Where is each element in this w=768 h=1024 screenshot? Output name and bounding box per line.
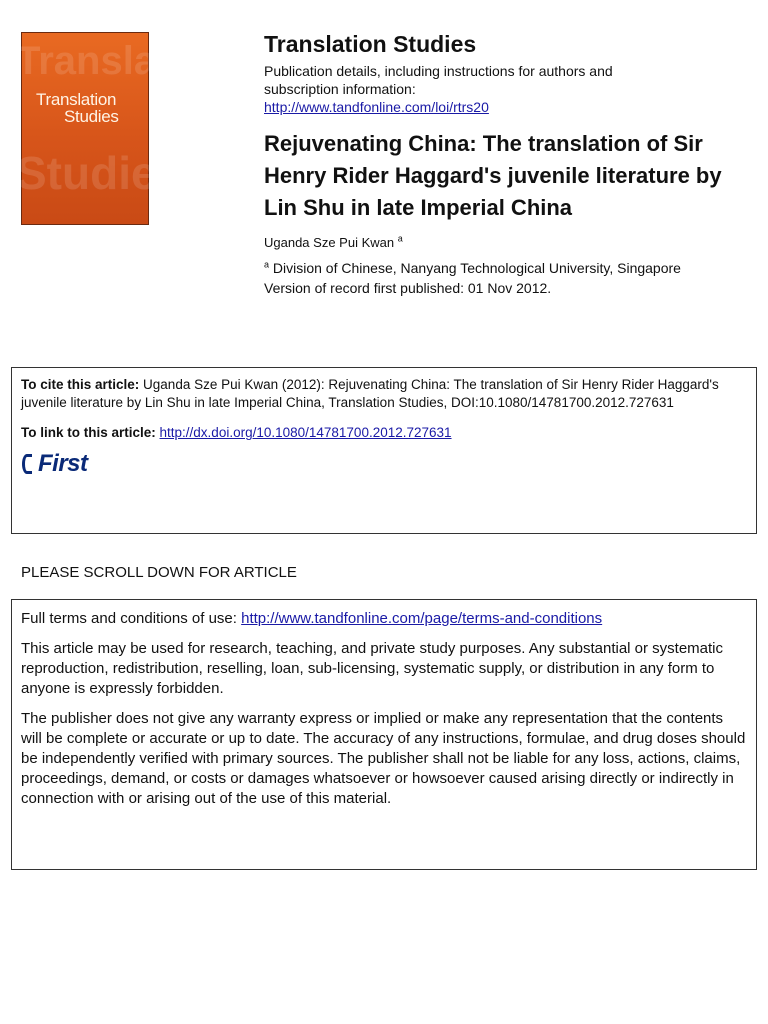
link-label: To link to this article:	[21, 425, 156, 440]
journal-title: Translation Studies	[264, 31, 477, 57]
publication-details-line2: subscription information:	[264, 81, 416, 97]
author-line	[264, 234, 754, 252]
cover-title-line1: Translation	[36, 90, 117, 109]
cover-title-line2: Studies	[64, 107, 119, 126]
article-header	[264, 30, 754, 298]
ifirst-icon	[21, 452, 35, 476]
author-name: Uganda Sze Pui Kwan	[264, 235, 395, 250]
journal-cover-image	[16, 32, 230, 225]
publication-details-line1: Publication details, including instructions for authors and	[264, 63, 613, 79]
terms-intro-paragraph	[21, 609, 747, 629]
cite-label: To cite this article:	[21, 377, 140, 392]
cite-text: Uganda Sze Pui Kwan (2012): Rejuvenating China: The translation of Sir Henry Rider Haggard's juvenile literature by Lin Shu in late Imperial China, Translation Studies, DOI:10.1080/14781700.2012.727631	[21, 377, 719, 410]
terms-usage-paragraph: This article may be used for research, teaching, and private study purposes. Any substantial or systematic reproduction, redistribution, reselling, loan, sub-licensing, systematic supply, or distribution in any form to anyone is expressly forbidden.	[21, 640, 724, 697]
affiliation-block	[264, 258, 754, 298]
cover-background-pattern-lower: Studies	[16, 147, 183, 199]
ifirst-logo	[21, 452, 747, 476]
publication-details	[264, 62, 754, 116]
citation-box	[11, 367, 757, 534]
author-affiliation-marker: a	[397, 233, 403, 244]
cover-title	[36, 91, 140, 125]
cite-paragraph	[21, 376, 747, 412]
journal-url-link[interactable]: http://www.tandfonline.com/loi/rtrs20	[264, 99, 489, 115]
terms-link[interactable]: http://www.tandfonline.com/page/terms-and-conditions	[241, 610, 603, 627]
cover-background-pattern: Translation	[16, 39, 230, 83]
article-title: Rejuvenating China: The translation of Sir Henry Rider Haggard's juvenile literature by Lin Shu in late Imperial China	[264, 131, 722, 220]
doi-link[interactable]: http://dx.doi.org/10.1080/14781700.2012.727631	[159, 425, 452, 440]
version-of-record: Version of record first published: 01 Nov 2012.	[264, 280, 552, 296]
link-paragraph	[21, 424, 747, 442]
terms-box	[11, 599, 757, 870]
affiliation-marker: a	[264, 259, 270, 270]
ifirst-logo-text: First	[38, 450, 88, 477]
terms-intro: Full terms and conditions of use:	[21, 610, 237, 627]
scroll-down-notice: PLEASE SCROLL DOWN FOR ARTICLE	[21, 564, 297, 581]
affiliation: Division of Chinese, Nanyang Technological University, Singapore	[272, 260, 681, 276]
terms-disclaimer-paragraph: The publisher does not give any warranty express or implied or make any representation that the contents will be complete or accurate or up to date. The accuracy of any instructions, formulae, and drug doses should be independently verified with primary sources. The publisher shall not be liable for any loss, actions, claims, proceedings, demand, or costs or damages whatsoever or howsoever caused arising directly or indirectly in connection with or arising out of the use of this material.	[21, 710, 746, 807]
